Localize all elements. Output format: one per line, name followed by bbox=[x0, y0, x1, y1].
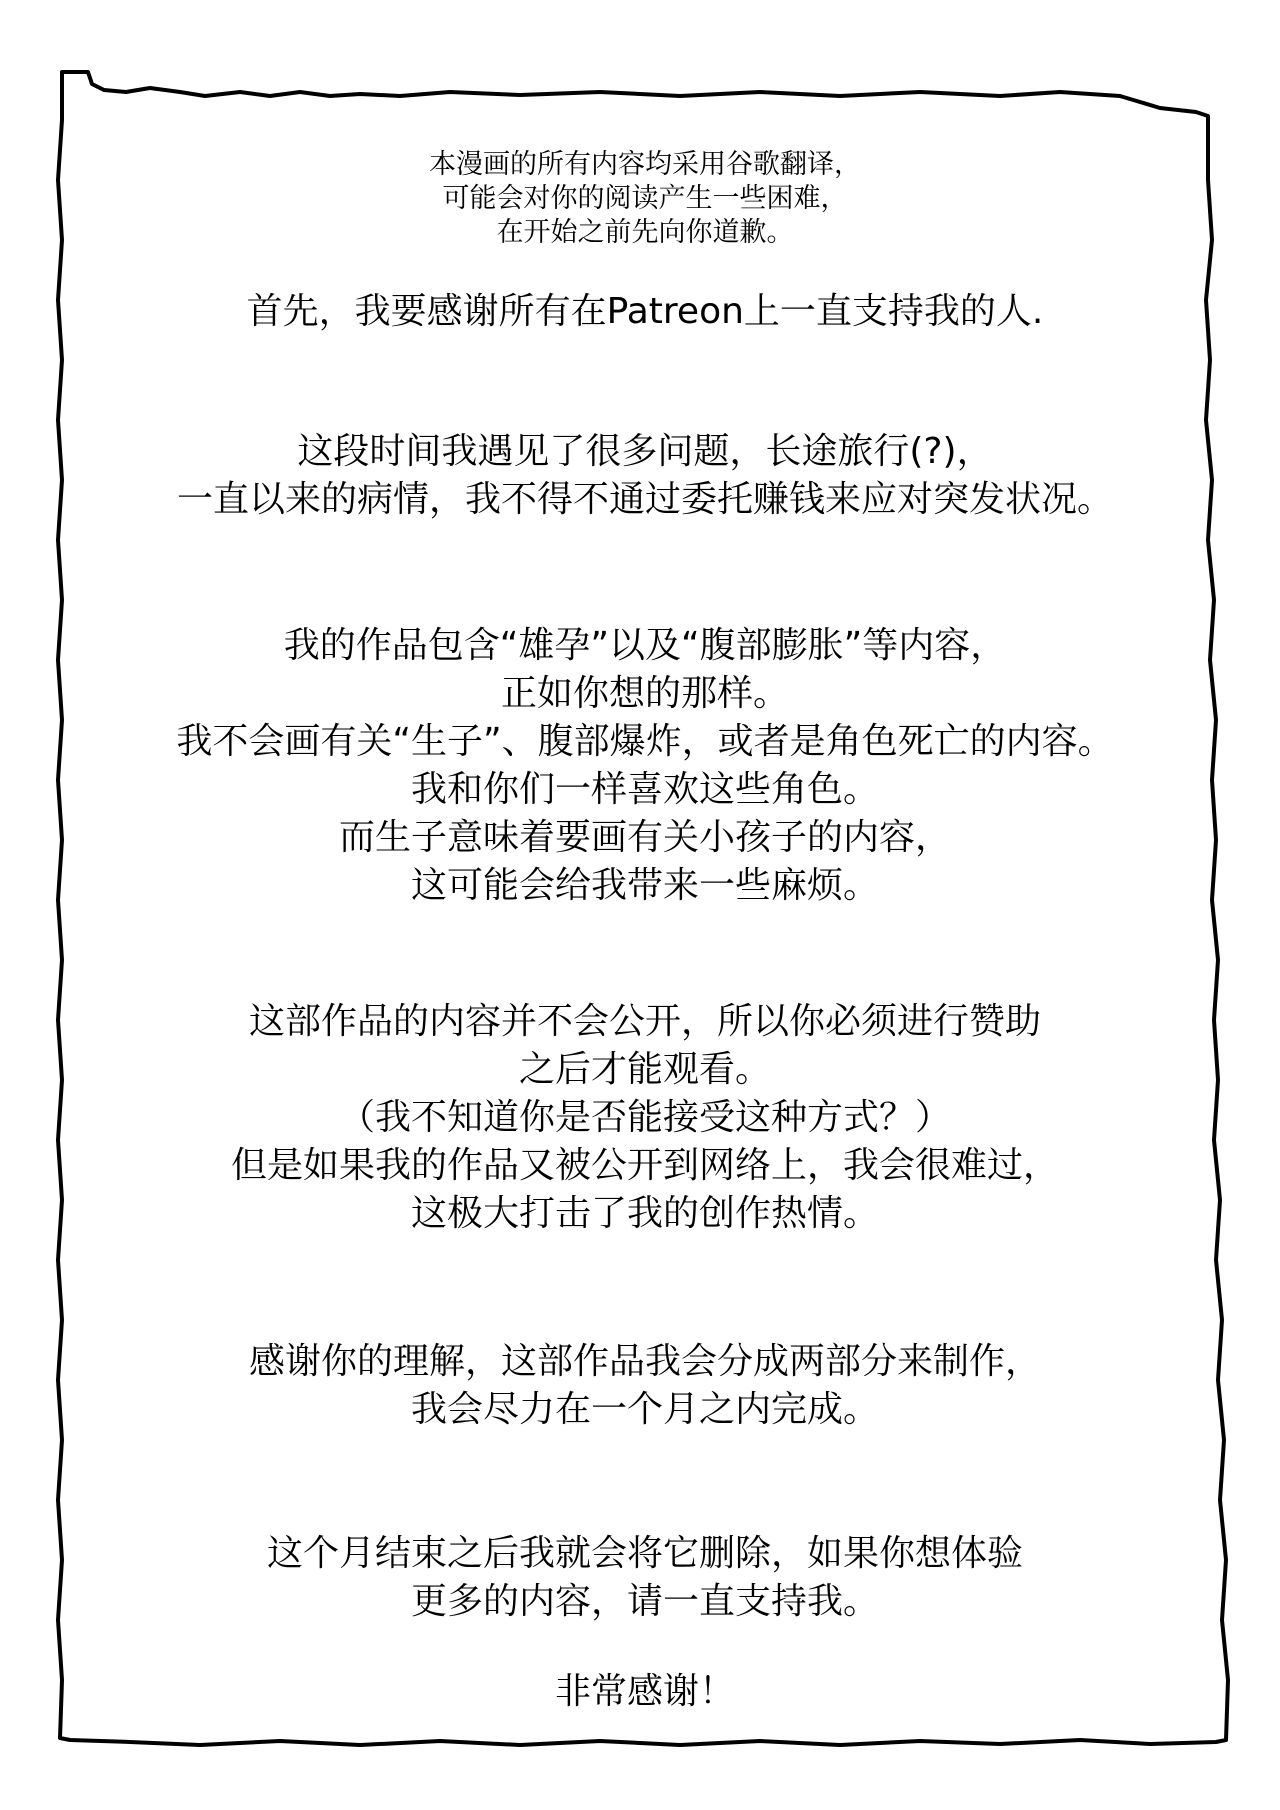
notice-line: 在开始之前先向你道歉。 bbox=[496, 217, 794, 248]
access-paragraph bbox=[70, 998, 1220, 1238]
paragraph-line: 更多的内容，请一直支持我。 bbox=[410, 1581, 879, 1622]
schedule-paragraph bbox=[70, 1338, 1220, 1434]
deletion-paragraph bbox=[70, 1530, 1220, 1626]
paragraph-line: 这极大打击了我的创作热情。 bbox=[410, 1193, 879, 1234]
paragraph-line: 这可能会给我带来一些麻烦。 bbox=[410, 865, 879, 906]
notice-line: 本漫画的所有内容均采用谷歌翻译， bbox=[429, 149, 861, 180]
paragraph-line: 之后才能观看。 bbox=[518, 1049, 771, 1090]
paragraph-line: 但是如果我的作品又被公开到网络上，我会很难过， bbox=[230, 1145, 1059, 1186]
paragraph-line: 感谢你的理解，这部作品我会分成两部分来制作， bbox=[248, 1341, 1041, 1382]
paragraph-line: 一直以来的病情，我不得不通过委托赚钱来应对突发状况。 bbox=[176, 479, 1113, 520]
paragraph-line: 这个月结束之后我就会将它删除，如果你想体验 bbox=[266, 1533, 1023, 1574]
paragraph-line: 我会尽力在一个月之内完成。 bbox=[410, 1389, 879, 1430]
paragraph-line: 这段时间我遇见了很多问题，长途旅行(?)， bbox=[297, 431, 993, 472]
paragraph-line: 正如你想的那样。 bbox=[500, 673, 789, 714]
translation-notice bbox=[70, 148, 1220, 250]
paragraph-line: 这部作品的内容并不会公开，所以你必须进行赞助 bbox=[248, 1001, 1041, 1042]
paragraph-line: 首先，我要感谢所有在Patreon上一直支持我的人. bbox=[246, 291, 1044, 332]
content-paragraph bbox=[70, 622, 1220, 910]
closing-paragraph bbox=[70, 1670, 1220, 1714]
paragraph-line: 非常感谢！ bbox=[554, 1671, 735, 1712]
thanks-paragraph bbox=[70, 290, 1220, 334]
paragraph-line: 我不会画有关“生子”、腹部爆炸，或者是角色死亡的内容。 bbox=[176, 721, 1114, 762]
paragraph-line: （我不知道你是否能接受这种方式？） bbox=[338, 1097, 951, 1138]
paragraph-line: 我的作品包含“雄孕”以及“腹部膨胀”等内容， bbox=[283, 625, 1007, 666]
paragraph-line: 而生子意味着要画有关小孩子的内容， bbox=[338, 817, 951, 858]
notice-line: 可能会对你的阅读产生一些困难， bbox=[442, 183, 848, 214]
paragraph-line: 我和你们一样喜欢这些角色。 bbox=[410, 769, 879, 810]
situation-paragraph bbox=[70, 428, 1220, 524]
